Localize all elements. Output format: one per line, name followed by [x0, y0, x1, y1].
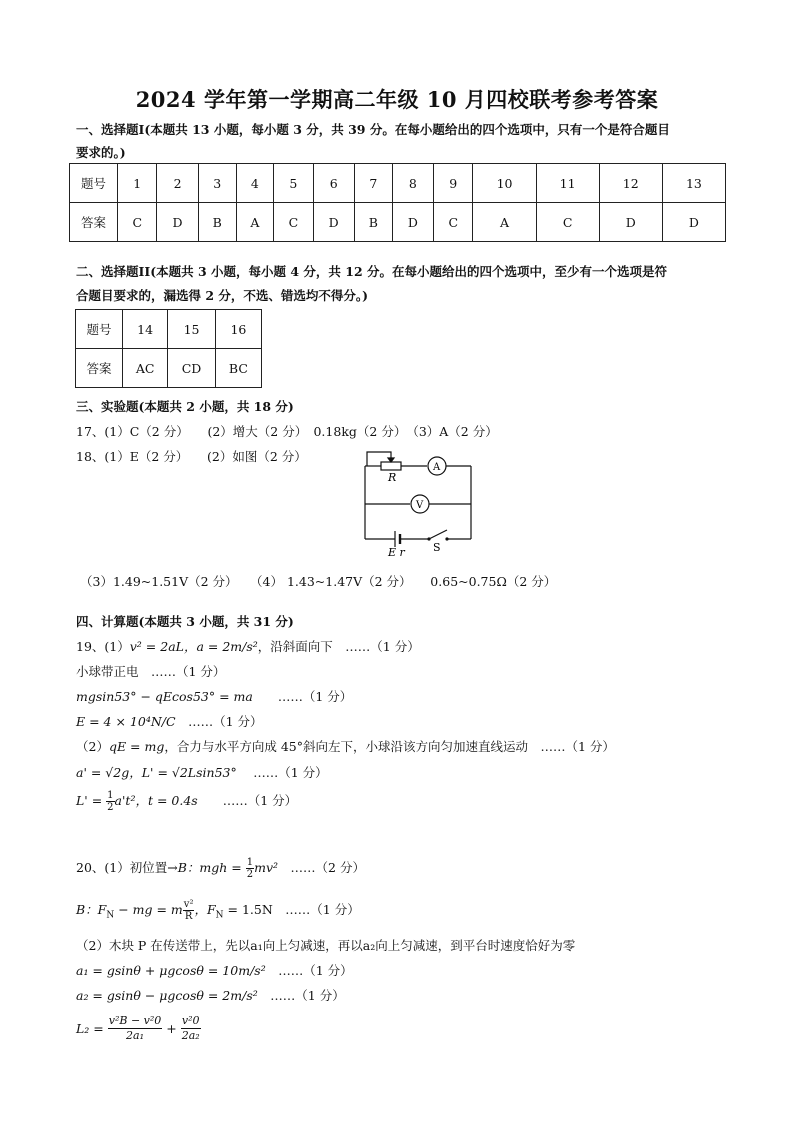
- answer-cell: D: [392, 203, 433, 242]
- question-number-cell: 11: [536, 164, 599, 203]
- answer-cell: C: [536, 203, 599, 242]
- label-S: S: [433, 541, 441, 554]
- q19-line5: （2）qE = mg，合力与水平方向成 45°斜向左下，小球沿该方向匀加速直线运动 ……（1 分）: [76, 739, 615, 754]
- circuit-diagram: [355, 446, 480, 556]
- answer-cell: D: [313, 203, 354, 242]
- answer-row: [70, 203, 726, 242]
- question-number-cell: 7: [354, 164, 392, 203]
- question-number-row: [76, 310, 262, 349]
- q19-line2: 小球带正电 ……（1 分）: [76, 664, 226, 679]
- row-label-answer: 答案: [70, 203, 118, 242]
- answer-cell: BC: [215, 349, 261, 388]
- q20-line3: （2）木块 P 在传送带上，先以a₁向上匀减速，再以a₂向上匀减速，到平台时速度恰好为零: [76, 938, 576, 953]
- section1-heading-line1: 一、选择题I(本题共 13 小题，每小题 3 分，共 39 分。在每小题给出的四个选项中，只有一个是符合题目: [76, 122, 670, 137]
- fraction: $\frac{\text{v²0}}{\text{2a₂}}$: [181, 1014, 200, 1042]
- answer-cell: D: [157, 203, 198, 242]
- section2-heading-line2: 合题目要求的，漏选得 2 分，不选、错选均不得分。): [76, 288, 369, 303]
- row-label-answer: 答案: [76, 349, 123, 388]
- fraction: $\frac{\text{v²}}{R}$: [183, 899, 194, 922]
- rheostat-icon: [381, 462, 401, 470]
- answer-row: [76, 349, 262, 388]
- answer-cell: AC: [123, 349, 168, 388]
- label-A: A: [433, 462, 441, 473]
- question-number-cell: 3: [198, 164, 236, 203]
- answer-cell: B: [198, 203, 236, 242]
- answer-cell: C: [433, 203, 472, 242]
- q18-answer-line1: 18、(1）E（2 分） (2）如图（2 分）: [76, 449, 307, 464]
- section2-answer-table: [75, 309, 262, 388]
- q19-line3: mgsin53° − qEcos53° = ma ……（1 分）: [76, 689, 353, 704]
- slider-arrow-icon: [388, 458, 394, 462]
- fraction: $\frac{1}{2}$: [246, 857, 254, 880]
- answer-cell: A: [236, 203, 273, 242]
- q18-answer-line2: （3）1.49~1.51V（2 分） （4） 1.43~1.47V（2 分） 0.65~0.75Ω（2 分）: [80, 574, 557, 589]
- question-number-row: [70, 164, 726, 203]
- answer-cell: B: [354, 203, 392, 242]
- question-number-cell: 16: [215, 310, 261, 349]
- q17-answer: 17、(1）C（2 分） (2）增大（2 分） 0.18kg（2 分） （3）A（2 分）: [76, 424, 498, 439]
- question-number-cell: 1: [118, 164, 157, 203]
- q19-line4: E = 4 × 10⁴N/C ……（1 分）: [76, 714, 263, 729]
- fraction: $\frac{\text{v²B − v²0}}{\text{2a₁}}$: [108, 1014, 162, 1042]
- label-V: V: [416, 500, 424, 511]
- section2-heading-line1: 二、选择题II(本题共 3 小题，每小题 4 分，共 12 分。在每小题给出的四个选项中，至少有一个选项是符: [76, 264, 668, 279]
- q20-line6: L₂ = $\frac{\text{v²B − v²0}}{\text{2a₁}}$ + $\frac{\text{v²0}}{\text{2a₂}}$: [76, 1014, 200, 1042]
- fraction: $\frac{1}{2}$: [107, 790, 114, 813]
- answer-cell: C: [118, 203, 157, 242]
- q20-line4: a₁ = gsinθ + μgcosθ = 10m/s² ……（1 分）: [76, 963, 353, 978]
- section3-heading: 三、实验题(本题共 2 小题，共 18 分): [76, 399, 294, 414]
- question-number-cell: 2: [157, 164, 198, 203]
- question-number-cell: 15: [168, 310, 216, 349]
- answer-cell: C: [274, 203, 313, 242]
- question-number-cell: 12: [599, 164, 662, 203]
- answer-cell: D: [599, 203, 662, 242]
- question-number-cell: 14: [123, 310, 168, 349]
- q20-line5: a₂ = gsinθ − μgcosθ = 2m/s² ……（1 分）: [76, 988, 345, 1003]
- question-number-cell: 8: [392, 164, 433, 203]
- section1-answer-table: [69, 163, 726, 242]
- label-Er: E r: [388, 546, 405, 556]
- label-R: R: [388, 471, 397, 484]
- q20-line2: B：$F_N$ − mg = m $\frac{\text{v²}}{R}$ ，$F_N = 1.5N$ ……（1 分）: [76, 899, 360, 922]
- question-number-cell: 6: [313, 164, 354, 203]
- section4-heading: 四、计算题(本题共 3 小题，共 31 分): [76, 614, 294, 629]
- page-title: 2024 学年第一学期高二年级 10 月四校联考参考答案: [135, 87, 659, 112]
- question-number-cell: 9: [433, 164, 472, 203]
- q19-line7: L' = $\frac{1}{2}$ a't²，t = 0.4s ……（1 分）: [76, 790, 298, 813]
- q20-line1: 20、(1）初位置→B：mgh = $\frac{1}{2}$ mv² ……（2 分）: [76, 857, 365, 880]
- section1-heading-line2: 要求的。): [76, 145, 126, 160]
- q19-line1: 19、(1）v² = 2aL，a = 2m/s²，沿斜面向下 ……（1 分）: [76, 639, 420, 654]
- q19-line6: a' = √2g，L' = √2Lsin53° ……（1 分）: [76, 765, 328, 780]
- row-label-question: 题号: [76, 310, 123, 349]
- row-label-question: 题号: [70, 164, 118, 203]
- answer-cell: D: [662, 203, 725, 242]
- answer-cell: CD: [168, 349, 216, 388]
- question-number-cell: 4: [236, 164, 273, 203]
- question-number-cell: 5: [274, 164, 313, 203]
- question-number-cell: 10: [473, 164, 536, 203]
- question-number-cell: 13: [662, 164, 725, 203]
- switch-icon: [429, 530, 447, 539]
- answer-cell: A: [473, 203, 536, 242]
